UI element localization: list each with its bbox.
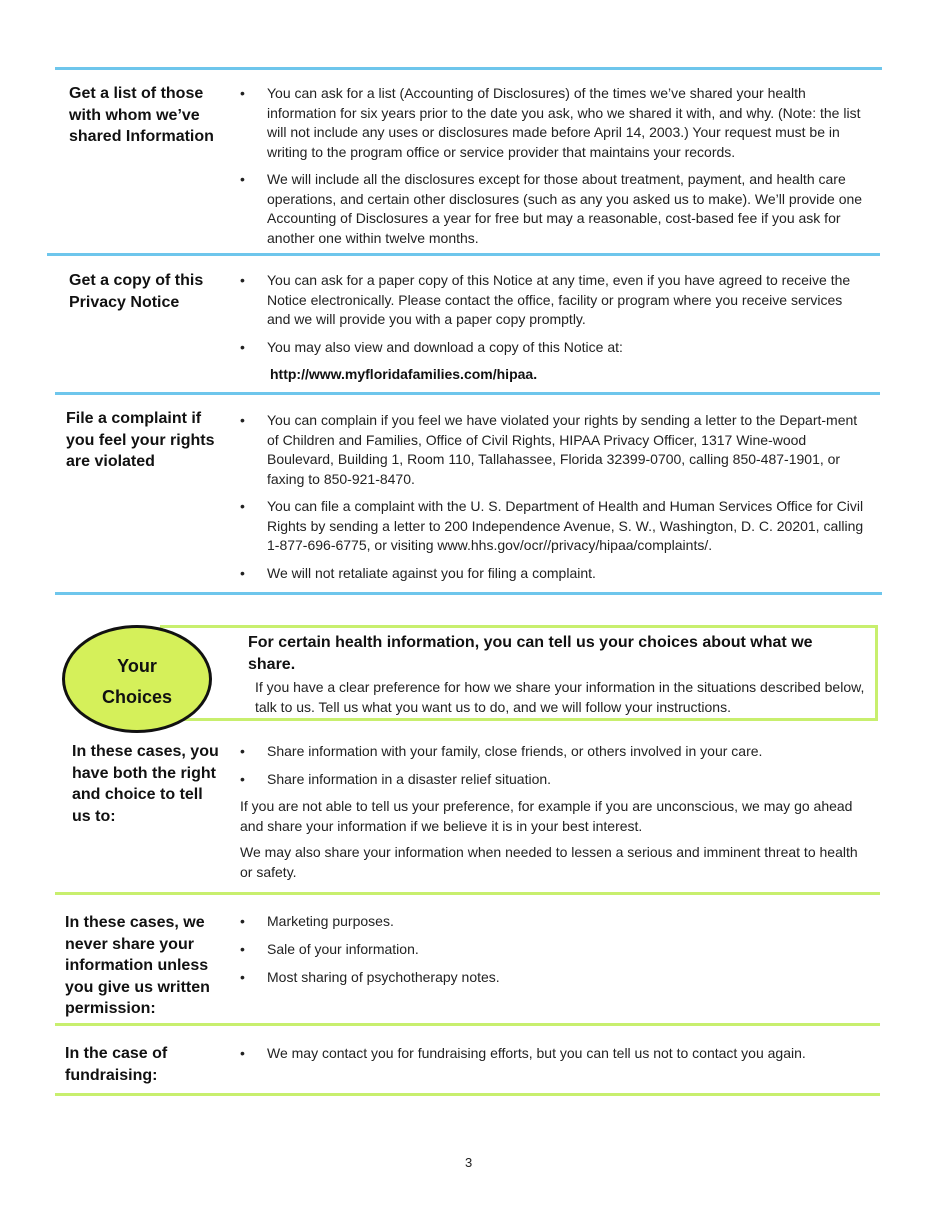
list-item: Share information with your family, close friends, or others involved in your care. — [267, 743, 763, 759]
section-divider — [47, 253, 880, 256]
your-choices-badge — [62, 625, 212, 733]
section-divider — [55, 892, 880, 895]
list-item: You may also view and download a copy of this Notice at: — [267, 339, 623, 355]
badge-line-2: Choices — [101, 687, 173, 707]
bullet: • — [240, 743, 245, 759]
bullet: • — [240, 565, 245, 581]
paragraph: If you are not able to tell us your preference, for example if you are unconscious, we may go ahead and share your information if we believe it is in your best interest. — [240, 798, 853, 834]
section-label-fundraising: In the case of fundraising: — [65, 1045, 168, 1084]
bullet: • — [240, 771, 245, 787]
choices-intro: If you have a clear preference for how we share your information in the situations described below, talk to us. Tell us what you want us to do, and we will follow your instructions. — [255, 679, 865, 715]
bullet: • — [240, 272, 245, 288]
section-divider — [55, 67, 882, 70]
section-divider — [55, 592, 882, 595]
paragraph: We may also share your information when needed to lessen a serious and imminent threat to health or safety. — [240, 844, 858, 880]
section-label-never-share: In these cases, we never share your information unless you give us written permission: — [65, 914, 210, 1017]
section-divider — [55, 392, 880, 395]
list-item: You can complain if you feel we have violated your rights by sending a letter to the Depart-ment of Children and Families, Office of Civil Rights, HIPAA Privacy Officer, 1317 Wine-wood Boulevard, Building 1, Room 110, Tallahassee, Florida 32399-0700, calling 850-487-1901, or faxing to 850-921-8470. — [267, 412, 858, 487]
choices-heading: For certain health information, you can tell us your choices about what we share. — [248, 634, 813, 673]
list-item: Most sharing of psychotherapy notes. — [267, 969, 500, 985]
list-item: You can file a complaint with the U. S. Department of Health and Human Services Office for Civil Rights by sending a letter to 200 Independence Avenue, S. W., Washington, D. C. 20201, calling 1-877-696-6775, or visiting www.hhs.gov/ocr//privacy/hipaa/complaints/. — [267, 498, 864, 553]
section-label-both-right: In these cases, you have both the right and choice to tell us to: — [72, 743, 219, 825]
list-item: You can ask for a paper copy of this Notice at any time, even if you have agreed to receive the Notice electronically. Please contact the office, facility or program where you receive services and we will provide you with a paper copy promptly. — [267, 272, 851, 327]
section-divider — [55, 1093, 880, 1096]
bullet: • — [240, 171, 245, 187]
list-item: We will not retaliate against you for filing a complaint. — [267, 565, 596, 581]
notice-url[interactable]: http://www.myfloridafamilies.com/hipaa. — [270, 366, 538, 382]
bullet: • — [240, 913, 245, 929]
bullet: • — [240, 498, 245, 514]
bullet: • — [240, 85, 245, 101]
badge-line-1: Your — [117, 656, 157, 676]
page-number: 3 — [465, 1155, 473, 1170]
list-item: We will include all the disclosures except for those about treatment, payment, and health care operations, and certain other disclosures (such as any you asked us to make). We’ll provide one Accounting of Disclosures a year for free but may a reasonable, cost-based fee if you ask for another one within twelve months. — [267, 171, 863, 246]
bullet: • — [240, 412, 245, 428]
bullet: • — [240, 1045, 245, 1061]
list-item: Marketing purposes. — [267, 913, 394, 929]
bullet: • — [240, 969, 245, 985]
list-item: Sale of your information. — [267, 941, 419, 957]
section-label-copy: Get a copy of this Privacy Notice — [69, 272, 204, 311]
list-item: You can ask for a list (Accounting of Disclosures) of the times we’ve shared your health information for six years prior to the date you ask, who we shared it with, and why. (Note: the list will not include any uses or disclosures made before April 14, 2003.) Your request must be in writing to the program office or service provider that maintains your records. — [267, 85, 861, 160]
section-label-accounting: Get a list of those with whom we’ve shared Information — [69, 85, 214, 145]
bullet: • — [240, 941, 245, 957]
list-item: We may contact you for fundraising efforts, but you can tell us not to contact you again. — [267, 1045, 806, 1061]
bullet: • — [240, 339, 245, 355]
list-item: Share information in a disaster relief situation. — [267, 771, 552, 787]
section-label-complaint: File a complaint if you feel your rights are violated — [66, 410, 215, 470]
section-divider — [55, 1023, 880, 1026]
